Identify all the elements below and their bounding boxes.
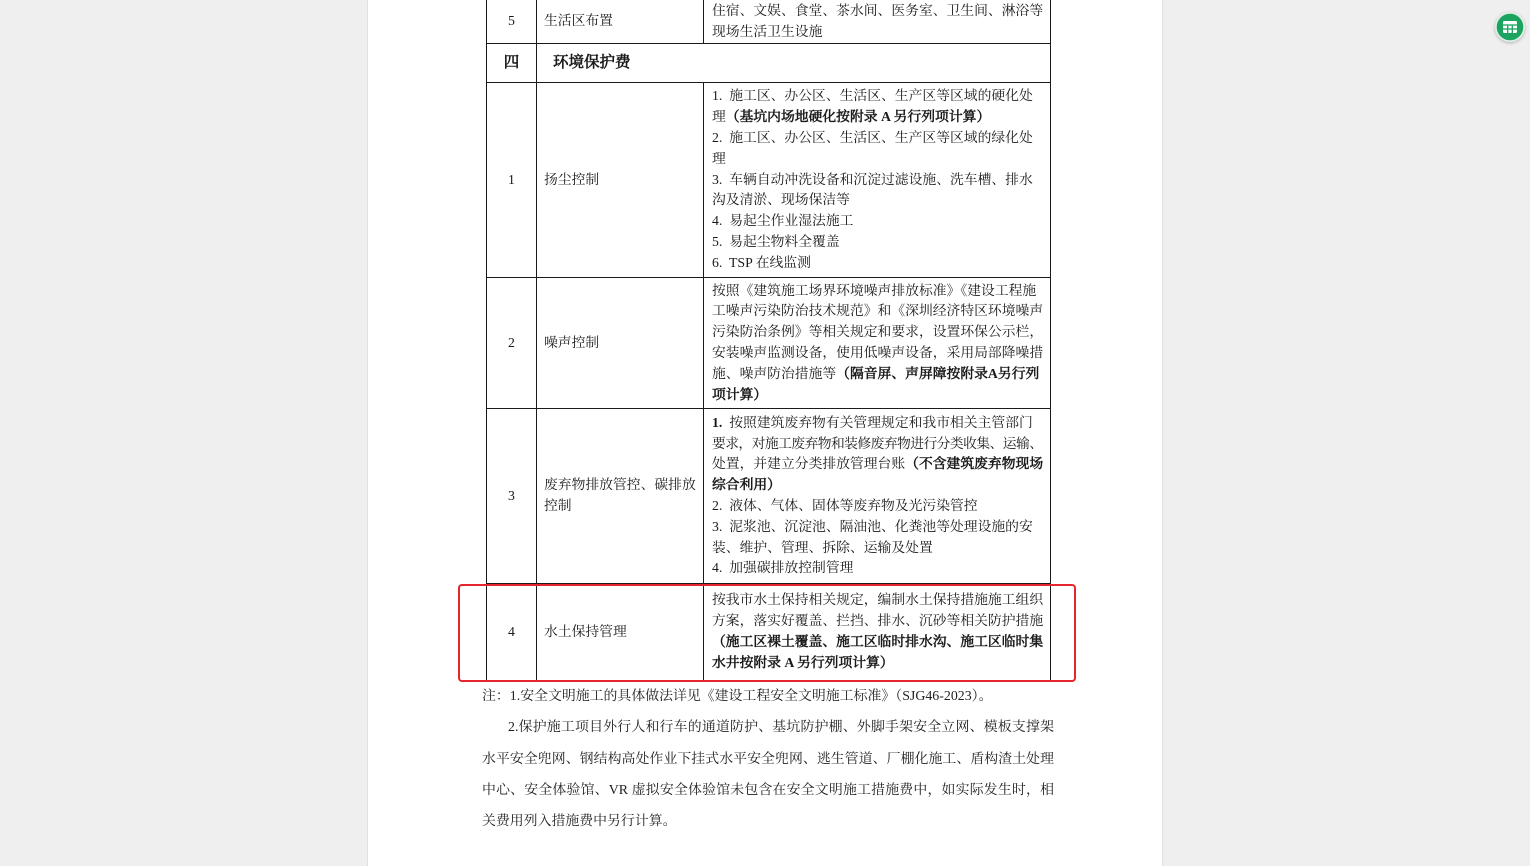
table-row <box>487 83 1051 278</box>
table-row <box>487 0 1051 44</box>
content-text: 处置，并建立分类排放管理台账 <box>712 456 906 472</box>
content-text: 现场生活卫生设施 <box>712 23 823 39</box>
note-line: 2.保护施工项目外行人和行车的通道防护、基坑防护棚、外脚手架安全立网、模板支撑架 <box>508 720 1054 736</box>
content-text: 2. 液体、气体、固体等废弃物及光污染管控 <box>712 498 978 513</box>
row-number: 2 <box>487 278 537 409</box>
content-line <box>712 253 1043 274</box>
content-text: 按照《建筑施工场界环境噪声排放标准》《建设工程施 <box>712 282 1037 298</box>
content-text: 3. 泥浆池、沉淀池、隔油池、化粪池等处理设施的安 <box>712 518 1033 534</box>
note-line: 中心、安全体验馆、VR 虚拟安全体验馆未包含在安全文明施工措施费中，如实际发生时，相 <box>482 782 1054 798</box>
content-text: 1. 施工区、办公区、生活区、生产区等区域的硬化处 <box>712 88 1033 104</box>
content-line <box>712 364 1043 385</box>
content-line <box>712 107 1043 128</box>
content-line <box>712 1 1043 22</box>
content-line <box>712 301 1043 322</box>
item-name-line: 控制 <box>544 498 572 513</box>
content-line <box>712 538 1043 559</box>
content-text: 装、维护、管理、拆除、运输及处置 <box>712 539 933 555</box>
content-line <box>712 281 1043 302</box>
content-line <box>712 149 1043 170</box>
content-text: 污染防治条例》等相关规定和要求，设置环保公示栏， <box>712 324 1044 340</box>
content-line <box>712 475 1043 496</box>
item-name-line: 生活区布置 <box>544 13 613 29</box>
content-text: 要求，对施工废弃物和装修废弃物进行分类收集、运输、 <box>712 435 1043 451</box>
content-text: 按照建筑废弃物有关管理规定和我市相关主管部门 <box>722 414 1033 430</box>
section-row <box>487 44 1051 83</box>
content-line <box>712 170 1043 191</box>
table-row <box>487 278 1051 409</box>
content-text: 施、噪声防治措施等 <box>712 365 837 381</box>
content-text: 安装噪声监测设备，使用低噪声设备，采用局部降噪措 <box>712 345 1044 360</box>
content-text: 2. 施工区、办公区、生活区、生产区等区域的绿化处 <box>712 130 1033 145</box>
item-content <box>704 83 1051 278</box>
content-text: 按我市水土保持相关规定，编制水土保持措施施工组织 <box>712 592 1044 608</box>
content-text: 4. 加强碳排放控制管理 <box>712 560 854 576</box>
item-content <box>704 0 1051 44</box>
table-notes <box>482 681 1054 837</box>
content-text: 住宿、文娱、食堂、茶水间、医务室、卫生间、淋浴等 <box>712 2 1044 18</box>
content-line <box>712 517 1043 538</box>
item-name-line: 水土保持管理 <box>544 623 627 639</box>
content-text: 工噪声污染防治技术规范》和《深圳经济特区环境噪声 <box>712 303 1044 319</box>
content-line <box>712 632 1043 653</box>
item-name-line: 扬尘控制 <box>544 171 600 187</box>
content-text: 理 <box>712 109 726 125</box>
content-text-bold: 综合利用） <box>712 477 781 493</box>
measures-table <box>486 0 1051 681</box>
item-name-line: 噪声控制 <box>544 334 600 350</box>
row-number: 3 <box>487 409 537 584</box>
content-line <box>712 385 1043 406</box>
content-text-bold: （施工区裸土覆盖、施工区临时排水沟、施工区临时集 <box>712 634 1044 649</box>
content-line <box>712 86 1043 107</box>
content-text: 4. 易起尘作业湿法施工 <box>712 213 854 229</box>
spreadsheet-icon <box>1495 12 1525 42</box>
content-line <box>712 413 1043 434</box>
item-name <box>537 409 704 584</box>
row-number: 1 <box>487 83 537 278</box>
table-body <box>487 0 1051 681</box>
content-text: 沟及清淤、现场保洁等 <box>712 192 850 208</box>
content-line <box>712 128 1043 149</box>
content-line <box>712 434 1043 455</box>
content-text-bold: 项计算） <box>712 386 768 402</box>
note-line: 关费用列入措施费中另行计算。 <box>482 814 677 829</box>
content-line <box>712 558 1043 579</box>
spreadsheet-button[interactable] <box>1495 12 1525 42</box>
content-line <box>712 590 1043 611</box>
content-line <box>712 190 1043 211</box>
content-line <box>712 211 1043 232</box>
content-line <box>712 496 1043 517</box>
content-text: 6. TSP 在线监测 <box>712 254 811 270</box>
item-name <box>537 83 704 278</box>
item-name <box>537 278 704 409</box>
content-line <box>712 454 1043 475</box>
item-name <box>537 584 704 681</box>
content-text: 方案，落实好覆盖、拦挡、排水、沉砂等相关防护措施 <box>712 613 1044 629</box>
content-line <box>712 343 1043 364</box>
content-text: 5. 易起尘物料全覆盖 <box>712 233 840 249</box>
content-line <box>712 611 1043 632</box>
content-text: 理 <box>712 150 726 166</box>
content-line <box>712 22 1043 43</box>
content-text-bold: （不含建筑废弃物现场 <box>905 456 1044 472</box>
content-text-bold: （隔音屏、声屏障按附录A另行列 <box>836 365 1040 381</box>
content-text-bold: 水井按附录 A 另行列项计算） <box>712 654 894 670</box>
content-line <box>712 232 1043 253</box>
item-content <box>704 278 1051 409</box>
table-row <box>487 409 1051 584</box>
row-number: 4 <box>487 584 537 681</box>
item-name <box>537 0 704 44</box>
table-row <box>487 584 1051 681</box>
content-text-bold: （基坑内场地硬化按附录 A 另行列项计算） <box>725 109 991 125</box>
note-line: 注：1.安全文明施工的具体做法详见《建设工程安全文明施工标准》（SJG46-2023）。 <box>482 689 993 704</box>
content-line <box>712 653 1043 674</box>
section-title: 环境保护费 <box>537 44 1051 83</box>
item-content <box>704 584 1051 681</box>
item-content <box>704 409 1051 584</box>
content-text: 3. 车辆自动冲洗设备和沉淀过滤设施、洗车槽、排水 <box>712 171 1033 187</box>
row-number: 5 <box>487 0 537 44</box>
note-line: 水平安全兜网、钢结构高处作业下挂式水平安全兜网、逃生管道、厂棚化施工、盾构渣土处理 <box>482 751 1054 767</box>
content-line <box>712 322 1043 343</box>
document-page <box>368 0 1162 866</box>
section-number: 四 <box>487 44 537 83</box>
content-text-bold: 1. <box>712 414 723 430</box>
item-name-line: 废弃物排放管控、碳排放 <box>544 477 696 493</box>
